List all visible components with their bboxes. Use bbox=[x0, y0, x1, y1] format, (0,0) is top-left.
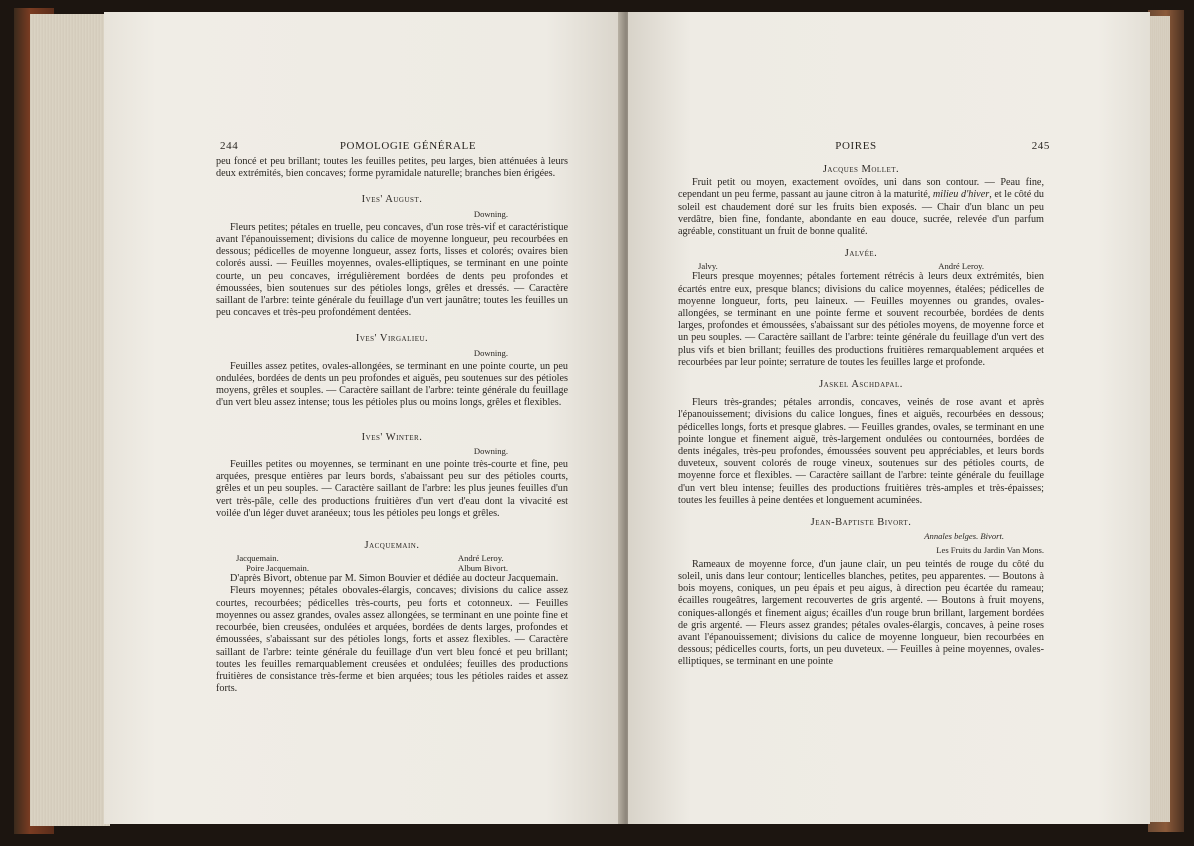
left-running-head bbox=[220, 140, 596, 152]
right-folio: 245 bbox=[1031, 140, 1050, 152]
jean-baptiste-ref-1-text: Annales belges. Bivort. bbox=[924, 531, 1004, 542]
entry-ref-ives-virgalieu: Downing. bbox=[473, 347, 508, 358]
jacquemain-description-paragraph: Fleurs moyennes; pétales obovales-élargis, concaves; divisions du calice assez courtes, recourbées; pédicelles très-courts, peu forts et cotonneux. — Feuilles moyennes ou assez grandes, ovales assez allongées, se terminant en une pointe fine et recourbée, bien creusées, ondulées et arquées, bordées de dents larges, profondes et émoussées, s'abaissant sur des pétioles longs, forts et assez flexibles. — Caractère saillant de l'arbre: teinte générale du feuillage d'un vert bleu foncé et peu brillant; toutes les feuilles remarquablement creusées et ondulées; feuilles des productions fruitières de consistance très-ferme et bien arquées; tous les pétioles raides et assez forts. bbox=[216, 585, 568, 695]
entry-ref-ives-winter: Downing. bbox=[473, 445, 508, 456]
entry-heading-jaskel: Jaskel Aschdapal. bbox=[819, 379, 903, 391]
entry-body-ives-august: Fleurs petites; pétales en truelle, peu concaves, d'un rose très-vif et caractéristique avant l'épanouissement; divisions du calice de moyenne longueur, peu recourbées en dessous; pédicelles de moyenne longueur, assez forts, lisses et colorés; ovaires bien colorés aussi. — Feuilles moyennes, ovales-elliptiques, se terminant en une pointe courte, un peu concaves, irrégulièrement bordées de dents peu profondes et émoussées, bien soutenues sur des pétioles longs, grêles et dressés. — Caractère saillant de l'arbre: teinte générale du feuillage d'un vert jaunâtre; toutes les feuilles un peu concaves et très-peu profondément dentées. bbox=[216, 221, 568, 319]
entry-heading-jacquemain: Jacquemain. bbox=[364, 540, 420, 552]
entry-refs-jacquemain bbox=[216, 553, 568, 573]
jacquemain-ref-right-1: André Leroy. bbox=[457, 553, 504, 564]
entry-body-ives-winter: Feuilles petites ou moyennes, se terminant en une pointe très-courte et fine, peu arquées, presque entières par leurs bords, s'abaissant peu sur des pétioles courts, grêles et un peu souples. — Caractère saillant de l'arbre: les plus jeunes feuilles d'un vert très-pâle, celle des productions fruitières d'un vert d'eau dont la vivacité est voilée d'un léger duvet aranéeux; tous les pétioles peu longs et grêles. bbox=[216, 459, 568, 519]
jean-baptiste-ref-1 bbox=[678, 530, 1044, 542]
entry-heading-jacques-mollet: Jacques Mollet. bbox=[822, 164, 900, 175]
right-running-title: POIRES bbox=[835, 140, 877, 152]
entry-ref-ives-august: Downing. bbox=[473, 208, 508, 219]
jean-baptiste-ref-2: Les Fruits du Jardin Van Mons. bbox=[936, 545, 1044, 556]
entry-refs-jalvee bbox=[678, 261, 1044, 271]
left-intro-paragraph: peu foncé et peu brillant; toutes les feuilles petites, peu larges, bien atténuées à leurs deux extrémités, bien concaves; forme pyramidale naturelle; branches bien érigées. bbox=[216, 156, 568, 180]
jacques-mollet-text-2: , et le côté du soleil est chaudement doré sur les fruits bien exposés. — Chair d'un blanc un peu verdâtre, bien fine, fondante, abondante en eau douce, sucrée, relevée d'un parfum agréable, constituant un fruit de bonne qualité. bbox=[678, 189, 1045, 238]
jacquemain-ref-left-1: Jacquemain. bbox=[236, 553, 279, 564]
entry-heading-jean-baptiste: Jean-Baptiste Bivort. bbox=[810, 517, 912, 529]
entry-heading-jalvee: Jalvée. bbox=[844, 248, 878, 260]
jalvee-ref-left: Jalvy. bbox=[698, 261, 718, 272]
entry-heading-ives-winter: Ives' Winter. bbox=[361, 431, 423, 443]
left-page-edges bbox=[30, 14, 110, 826]
jalvee-ref-right: André Leroy. bbox=[938, 261, 984, 272]
left-running-title: POMOLOGIE GÉNÉRALE bbox=[339, 140, 477, 152]
entry-body-ives-virgalieu: Feuilles assez petites, ovales-allongées, se terminant en une pointe courte, un peu ondulées, bordées de dents un peu profondes et aiguës, peu soutenues sur des pétioles moyens, grêles et souples. — Caractère saillant de l'arbre: teinte générale du feuillage d'un vert bleu assez intense; tous les pétioles plus ou moins longs, grêles et flexibles. bbox=[216, 360, 568, 409]
left-page bbox=[104, 12, 624, 824]
right-text-column bbox=[678, 162, 1044, 669]
jacquemain-ref-left-2: Poire Jacquemain. bbox=[246, 563, 310, 574]
jacques-mollet-text-1: Fruit petit ou moyen, exactement ovoïdes, uni dans son contour. — Peau fine, cependant un peu ferme, passant au jaune citron à la maturité, bbox=[678, 177, 1044, 201]
right-page bbox=[628, 12, 1150, 824]
entry-body-jaskel: Fleurs très-grandes; pétales arrondis, concaves, veinés de rose avant et après l'épanouissement; divisions du calice longues, fines et aiguës, recourbées en dessous; pédicelles longs, forts et presque glabres. — Feuilles grandes, ovales, se terminant en une pointe longue et finement aiguë, très-largement ondulées ou contournées, bordées de dents inégales, très-peu profondes, émoussées souvent peu appréciables, et leurs bords duveteux, souvent colorés de rouge vineux, soutenues sur des pétioles courts, de moyenne force et flexibles. — Caractère saillant de l'arbre: teinte générale du feuillage d'un vert bleu intense; feuilles des productions fruitières très-amples et très-épaisses; toutes les feuilles à peine dentées et longuement acuminées. bbox=[678, 397, 1044, 506]
entry-body-jean-baptiste: Rameaux de moyenne force, d'un jaune clair, un peu teintés de rouge du côté du soleil, unis dans leur contour; lenticelles blanches, petites, peu apparentes. — Boutons à bois moyens, coniques, un peu épais et peu aigus, à direction peu écartée du rameau; écailles rougeâtres, largement recouvertes de gris argenté. — Boutons à fruit moyens, coniques-allongés et finement aigus; écailles d'un rouge brun brillant, largement bordées de gris argenté. — Fleurs assez grandes; pétales ovales-élargis, concaves, à peine roses avant l'épanouissement; divisions du calice de moyenne longueur, bien recourbées en dessous; pédicelles courts, forts, un peu duveteux. — Feuilles à peine moyennes, ovales-elliptiques, se terminant en une pointe bbox=[678, 558, 1044, 668]
jacques-mollet-italic: milieu d'hiver bbox=[932, 189, 990, 201]
entry-body-jacques-mollet bbox=[678, 177, 1044, 238]
left-text-column bbox=[216, 156, 568, 695]
left-folio: 244 bbox=[220, 140, 239, 152]
jacquemain-origin-paragraph: D'après Bivort, obtenue par M. Simon Bouvier et dédiée au docteur Jacquemain. bbox=[230, 573, 559, 585]
entry-heading-ives-virgalieu: Ives' Virgalieu. bbox=[355, 333, 429, 345]
entry-body-jalvee: Fleurs presque moyennes; pétales fortement rétrécis à leurs deux extrémités, bien écartés entre eux, presque blancs; divisions du calice moyennes, étalées; pédicelles de moyenne longueur, forts, peu laineux. — Feuilles moyennes ou grandes, ovales-allongées, se terminant en une pointe ferme et souvent recourbée, bordées de dents larges, profondes et émoussées, s'abaissant sur des pétioles moyens, de moyenne force et un peu souples. — Caractère saillant de l'arbre: teinte générale du feuillage d'un vert des plus vifs et bien brillant; feuilles des productions fruitières remarquablement arquées et recourbées par leur pointe; serrature de toutes les feuilles large et profonde. bbox=[678, 271, 1044, 368]
entry-heading-ives-august: Ives' August. bbox=[361, 194, 423, 206]
jacquemain-ref-right-2: Album Bivort. bbox=[457, 563, 508, 574]
